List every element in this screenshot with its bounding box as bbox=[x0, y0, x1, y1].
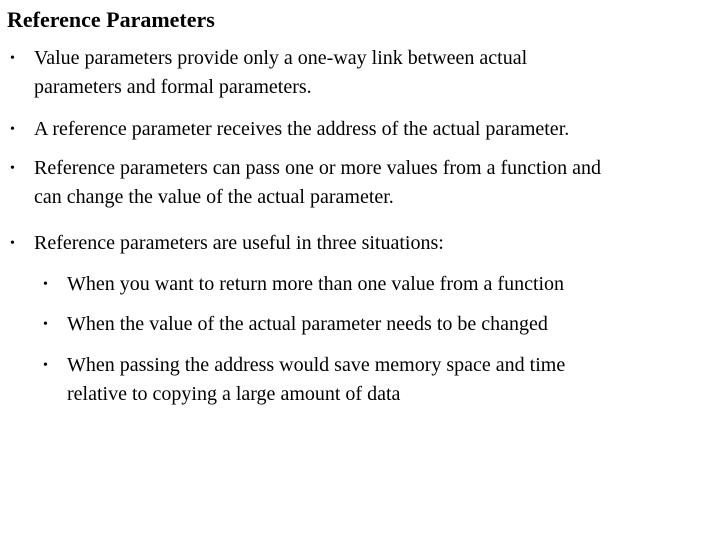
sub-bullet-text-line: When you want to return more than one value from a function bbox=[67, 273, 565, 295]
bullet-icon: • bbox=[10, 236, 15, 251]
bullet-icon: • bbox=[43, 317, 48, 332]
bullet-icon: • bbox=[43, 358, 48, 373]
bullet-text-line: Reference parameters are useful in three situations: bbox=[34, 232, 444, 254]
bullet-text-line: Reference parameters can pass one or more values from a function and bbox=[34, 157, 601, 179]
bullet-text-line: A reference parameter receives the address of the actual parameter. bbox=[34, 118, 570, 140]
bullet-text-line: can change the value of the actual parameter. bbox=[34, 186, 394, 208]
sub-bullet-text-line: When the value of the actual parameter needs to be changed bbox=[67, 313, 548, 335]
slide-title: Reference Parameters bbox=[7, 7, 215, 32]
bullet-icon: • bbox=[10, 51, 15, 66]
bullet-text-line: parameters and formal parameters. bbox=[34, 76, 312, 98]
bullet-icon: • bbox=[43, 277, 48, 292]
bullet-icon: • bbox=[10, 161, 15, 176]
sub-bullet-text-line: relative to copying a large amount of data bbox=[67, 383, 401, 405]
bullet-text-line: Value parameters provide only a one-way link between actual bbox=[34, 47, 528, 69]
bullet-icon: • bbox=[10, 122, 15, 137]
sub-bullet-text-line: When passing the address would save memory space and time bbox=[67, 354, 566, 376]
